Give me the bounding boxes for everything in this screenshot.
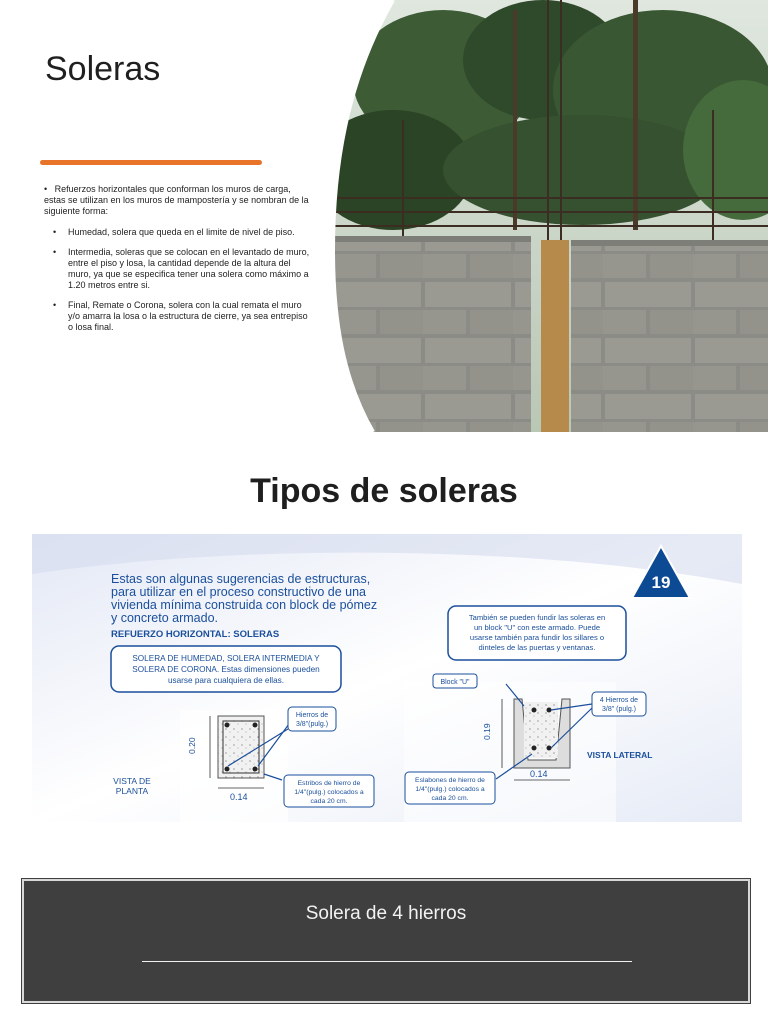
- soleras-diagram: [32, 534, 742, 822]
- svg-text:Hierros de: Hierros de: [295, 712, 329, 719]
- list-item: [44, 247, 312, 291]
- svg-text:3/8"(pulg.): 3/8"(pulg.): [295, 721, 329, 728]
- note-line: usarse también para fundir los sillares o: [469, 633, 605, 642]
- svg-text:1/4"(pulg.) colocados a: 1/4"(pulg.) colocados a: [415, 786, 485, 793]
- list-item-text: Intermedia, soleras que se colocan en el levantado de muro, entre el piso y losa, la cantidad depende de la altura del muro, ya que se especifica tener una solera como máximo a 1.20 metros entre si.: [68, 247, 310, 290]
- svg-text:Estribos de hierro de: Estribos de hierro de: [297, 780, 361, 787]
- intro-line: para utilizar en el proceso constructivo de una: [111, 585, 367, 599]
- svg-text:Eslabones de hierro de: Eslabones de hierro de: [415, 777, 485, 784]
- slide-title: Solera de 4 hierros: [305, 903, 467, 924]
- bullet-dot: •: [53, 227, 57, 237]
- note-line: dinteles de las puertas y ventanas.: [478, 643, 596, 652]
- intro-line: Estas son algunas sugerencias de estructuras,: [111, 572, 371, 586]
- lead-text: Refuerzos horizontales que conforman los muros de carga, estas se utilizan en los muros de mampostería y se nombran de la siguiente forma:: [44, 184, 309, 216]
- label-vista-planta: [113, 776, 151, 796]
- bullet-dot: •: [53, 300, 57, 310]
- dimension-label: 0.14: [530, 769, 548, 779]
- label-hierros-right: [592, 692, 646, 716]
- slide-frame: [22, 879, 750, 1003]
- note-line: un block "U" con este armado. Puede: [473, 623, 601, 632]
- svg-text:VISTA DE: VISTA DE: [113, 776, 151, 786]
- slide-title: Soleras: [45, 50, 161, 88]
- dimension-label: 0.14: [230, 792, 248, 802]
- construction-photo: [333, 0, 768, 432]
- intro-line: y concreto armado.: [111, 611, 218, 625]
- left-note-box: [111, 646, 341, 692]
- list-item: [44, 300, 312, 333]
- slide-soleras: [0, 0, 768, 432]
- dimension-label: 0.19: [482, 723, 492, 740]
- title-underline: [40, 160, 262, 165]
- badge-number: 19: [651, 573, 671, 592]
- note-line: También se pueden fundir las soleras en: [468, 613, 606, 622]
- bullet-list: [44, 227, 312, 333]
- svg-text:4 Hierros de: 4 Hierros de: [599, 697, 639, 704]
- list-item: [44, 227, 312, 238]
- left-cross-section: [180, 710, 289, 822]
- title-underline: [142, 961, 632, 962]
- note-line: SOLERA DE HUMEDAD, SOLERA INTERMEDIA Y: [132, 654, 320, 663]
- svg-text:3/8" (pulg.): 3/8" (pulg.): [601, 706, 637, 713]
- list-item-text: Humedad, solera que queda en el limite de nivel de piso.: [68, 227, 295, 237]
- intro-line: vivienda mínima construida con block de pómez: [111, 598, 378, 612]
- slide-solera-4-hierros: [0, 864, 768, 1024]
- label-hierros-left: [288, 707, 336, 731]
- bullet-dot: •: [53, 247, 57, 257]
- section-heading: REFUERZO HORIZONTAL: SOLERAS: [111, 629, 280, 640]
- note-line: SOLERA DE CORONA. Estas dimensiones pueden: [132, 665, 320, 674]
- svg-text:1/4"(pulg.) colocados a: 1/4"(pulg.) colocados a: [294, 789, 364, 796]
- bullet-dot: •: [44, 184, 55, 194]
- svg-text:Block "U": Block "U": [440, 679, 470, 686]
- slide-title: Tipos de soleras: [250, 472, 518, 510]
- right-note-box: [448, 606, 626, 660]
- slide-body: [44, 184, 312, 342]
- slide-tipos-de-soleras: [0, 448, 768, 848]
- label-block-u: [433, 674, 477, 688]
- svg-text:PLANTA: PLANTA: [115, 786, 149, 796]
- label-estribos: [284, 775, 374, 807]
- note-line: usarse para cualquiera de ellas.: [167, 676, 285, 685]
- lead-paragraph: [44, 184, 312, 217]
- label-eslabones: [405, 772, 495, 804]
- svg-text:cada 20 cm.: cada 20 cm.: [310, 798, 348, 805]
- svg-text:cada 20 cm.: cada 20 cm.: [431, 795, 469, 802]
- list-item-text: Final, Remate o Corona, solera con la cual remata el muro y/o amarra la losa o la estructura de cierre, ya sea entrepiso o losa final.: [68, 300, 308, 332]
- label-vista-lateral: VISTA LATERAL: [587, 750, 653, 760]
- dimension-label: 0.20: [187, 737, 197, 754]
